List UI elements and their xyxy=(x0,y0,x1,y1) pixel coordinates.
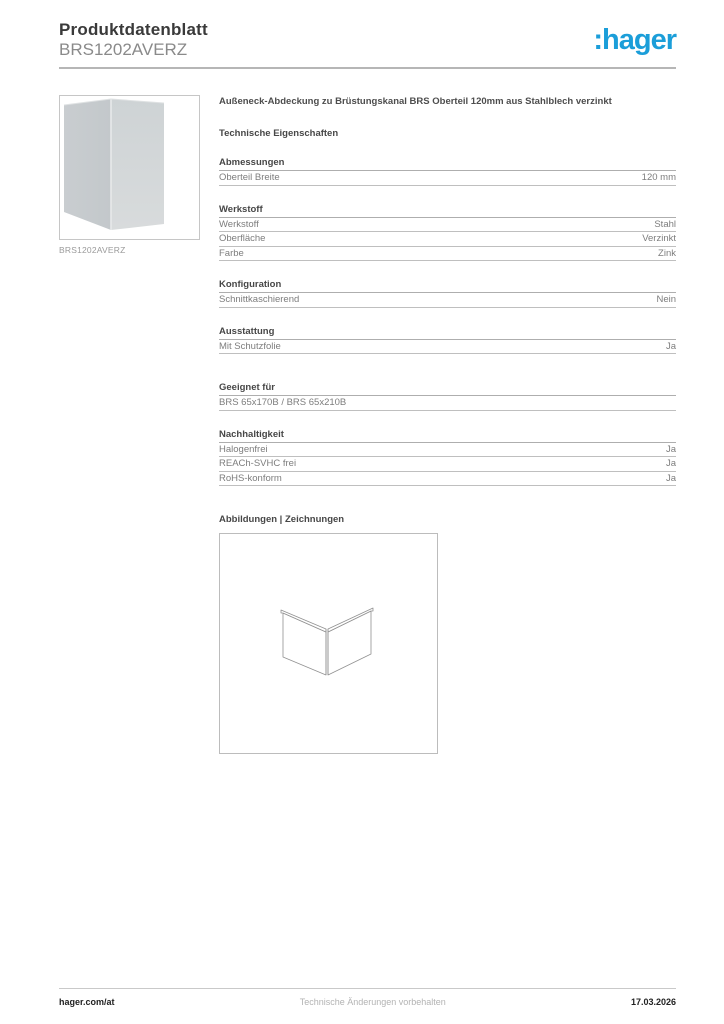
corner-drawing xyxy=(220,534,437,753)
spec-section-title: Abmessungen xyxy=(219,157,676,171)
spec-section-title: Ausstattung xyxy=(219,326,676,340)
spec-value: Ja xyxy=(665,340,676,352)
spec-row xyxy=(219,457,676,472)
spec-value: 120 mm xyxy=(641,172,676,183)
spec-row xyxy=(219,443,676,458)
spec-label: Mit Schutzfolie xyxy=(219,340,281,352)
spec-label: Farbe xyxy=(219,247,244,259)
footer-row xyxy=(59,997,676,1007)
spec-row xyxy=(219,232,676,247)
hager-website-link[interactable]: hager.com/at xyxy=(59,997,115,1007)
spec-row xyxy=(219,247,676,262)
drawings-title: Abbildungen | Zeichnungen xyxy=(219,514,345,525)
spec-row xyxy=(219,293,676,308)
spec-section-konfiguration xyxy=(219,279,676,308)
spec-section-werkstoff xyxy=(219,204,676,262)
spec-value: Ja xyxy=(665,458,676,469)
footer-notice: Technische Änderungen vorbehalten xyxy=(299,997,446,1007)
hager-logo: :hager xyxy=(593,24,676,56)
spec-column xyxy=(219,95,676,754)
spec-label: Halogenfrei xyxy=(219,443,268,455)
spec-section-nachhaltigkeit xyxy=(219,429,676,487)
spec-section-abmessungen xyxy=(219,157,676,186)
spec-label: REACh-SVHC frei xyxy=(219,458,297,469)
spec-row xyxy=(219,340,676,355)
document-title: Produktdatenblatt xyxy=(59,20,208,39)
spec-label: Schnittkaschierend xyxy=(219,294,300,305)
spec-label: BRS 65x170B / BRS 65x210B xyxy=(219,397,347,408)
spec-section-title: Werkstoff xyxy=(219,204,676,218)
spec-value: Verzinkt xyxy=(642,233,676,244)
spec-value: Stahl xyxy=(654,218,676,230)
spec-label: Oberteil Breite xyxy=(219,172,280,183)
product-code: BRS1202AVERZ xyxy=(59,40,188,59)
spec-row xyxy=(219,218,676,233)
product-image-column xyxy=(59,95,219,754)
product-description: Außeneck-Abdeckung zu Brüstungskanal BRS Oberteil 120mm aus Stahlblech verzinkt xyxy=(219,96,612,107)
product-image-caption: BRS1202AVERZ xyxy=(59,245,126,255)
tech-properties-title: Technische Eigenschaften xyxy=(219,128,339,139)
spec-row xyxy=(219,472,676,487)
spec-value: Ja xyxy=(665,443,676,455)
spec-value: Zink xyxy=(658,247,676,259)
spec-section-title: Konfiguration xyxy=(219,279,676,293)
spec-row xyxy=(219,171,676,186)
content-area xyxy=(0,95,724,754)
spec-label: RoHS-konform xyxy=(219,472,282,484)
page-footer xyxy=(59,988,676,1007)
spec-section-title: Nachhaltigkeit xyxy=(219,429,676,443)
page-header xyxy=(0,0,724,59)
product-image-frame xyxy=(59,95,200,240)
spec-section-title: Geeignet für xyxy=(219,382,676,396)
spec-section-ausstattung xyxy=(219,326,676,355)
spec-label: Werkstoff xyxy=(219,218,259,230)
spec-section-geeignet-fuer xyxy=(219,382,676,411)
product-photo xyxy=(60,96,199,239)
footer-divider xyxy=(59,988,676,989)
spec-value: Nein xyxy=(656,294,676,305)
footer-date: 17.03.2026 xyxy=(630,997,676,1007)
header-divider xyxy=(59,67,676,69)
spec-value: Ja xyxy=(665,472,676,484)
spec-label: Oberfläche xyxy=(219,233,266,244)
drawing-frame xyxy=(219,533,438,754)
spec-row xyxy=(219,396,676,411)
